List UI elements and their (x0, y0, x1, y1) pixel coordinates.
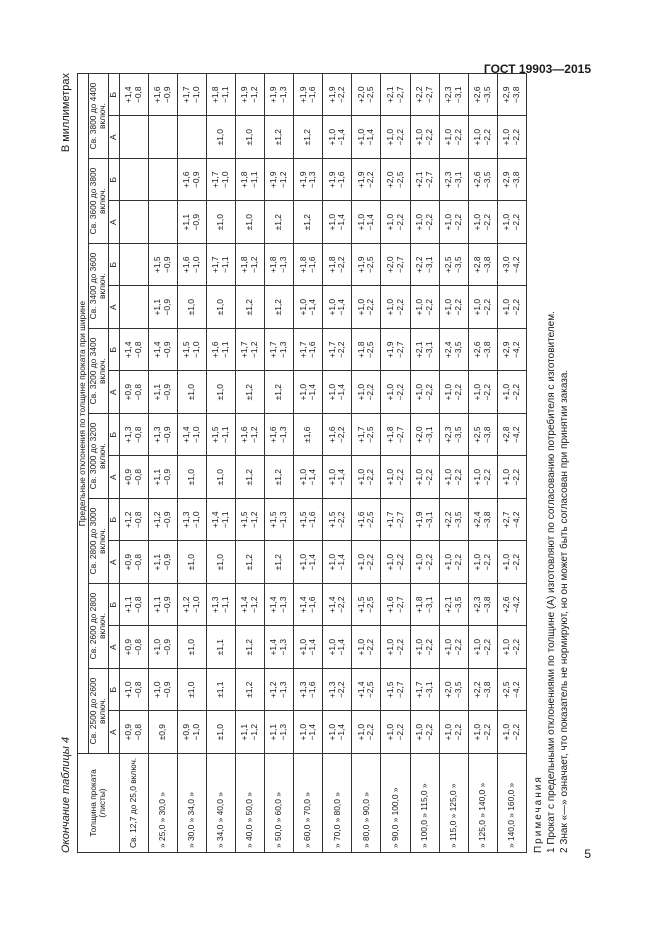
tolerance-class-header: Б (108, 244, 119, 287)
tolerance-cell: +1,0 −1,4 (323, 456, 352, 499)
tolerance-cell: +2,0 −3,5 (439, 669, 468, 712)
tolerance-cell: +1,9 −1,6 (323, 159, 352, 202)
tolerance-cell: +1,0 −1,4 (294, 371, 323, 414)
tolerance-cell: +1,1 −0,9 (148, 584, 177, 627)
tolerance-cell: ±1,0 (206, 711, 235, 754)
tolerance-cell: +2,0 −2,5 (381, 159, 410, 202)
tolerance-cell: +2,1 −2,7 (410, 159, 439, 202)
tolerance-cell: +1,9 −3,1 (410, 499, 439, 542)
tolerance-cell: +1,7 −3,1 (410, 669, 439, 712)
tolerance-cell: +0,9 −0,8 (119, 711, 148, 754)
table-row (323, 74, 352, 853)
thickness-range: » 80,0 » 90,0 » (352, 754, 381, 853)
width-range-header: Св. 2500 до 2600 включ. (88, 669, 108, 754)
tolerance-cell: +1,0 −2,2 (381, 626, 410, 669)
tolerance-cell: +1,1 −0,9 (177, 201, 206, 244)
tolerance-cell: +1,4 −2,5 (352, 669, 381, 712)
tolerance-cell: +1,0 −2,2 (439, 626, 468, 669)
tolerance-cell: +1,0 −1,4 (294, 711, 323, 754)
tolerance-cell: +3,0 −4,2 (497, 244, 526, 287)
tolerance-cell: ±1,0 (206, 201, 235, 244)
thickness-range: » 140,0 » 160,0 » (497, 754, 526, 853)
table-body (119, 74, 526, 853)
thickness-range: » 70,0 » 80,0 » (323, 754, 352, 853)
tolerance-class-header: А (108, 201, 119, 244)
tolerance-cell: +2,7 −4,2 (497, 499, 526, 542)
tolerance-cell: +2,4 −3,8 (468, 499, 497, 542)
tolerance-cell: +2,5 −3,5 (439, 244, 468, 287)
tolerance-cell: +1,1 −0,8 (119, 584, 148, 627)
tolerance-cell: +1,4 −2,2 (323, 584, 352, 627)
width-range-header: Св. 3400 до 3600 включ. (88, 244, 108, 329)
tolerance-cell: +1,8 −2,7 (381, 414, 410, 457)
tolerance-cell: +1,5 −1,6 (294, 499, 323, 542)
tolerance-cell: +1,0 −2,2 (410, 711, 439, 754)
tolerance-cell: +1,8 −2,5 (352, 329, 381, 372)
tolerance-cell: +1,0 −2,2 (410, 286, 439, 329)
tolerance-cell: ±1,6 (294, 414, 323, 457)
tolerance-cell: +1,0 −2,2 (497, 711, 526, 754)
tolerance-cell: +2,5 −4,2 (497, 669, 526, 712)
tolerance-cell: +1,7 −2,5 (352, 414, 381, 457)
tolerance-cell: +1,7 −1,6 (294, 329, 323, 372)
tolerance-cell: +1,0 −1,4 (323, 286, 352, 329)
tolerance-class-header: А (108, 541, 119, 584)
tolerance-cell: +1,7 −1,3 (265, 329, 294, 372)
tolerance-cell: +1,0 −2,2 (497, 626, 526, 669)
tolerance-cell: +1,8 −1,6 (294, 244, 323, 287)
table-row (177, 74, 206, 853)
tolerance-cell: ±1,2 (265, 456, 294, 499)
tolerance-class-header: Б (108, 329, 119, 372)
tolerance-cell (148, 159, 177, 202)
tolerance-cell: +1,2 −0,8 (119, 499, 148, 542)
tolerance-cell: +2,2 −2,7 (410, 74, 439, 117)
width-range-header: Св. 2600 до 2800 включ. (88, 584, 108, 669)
tolerance-cell: +1,3 −2,2 (323, 669, 352, 712)
width-ranges-row (88, 74, 108, 853)
thickness-range: » 60,0 » 70,0 » (294, 754, 323, 853)
table-row (148, 74, 177, 853)
tolerance-cell: +2,0 −2,5 (352, 74, 381, 117)
tolerance-cell: +1,0 −1,4 (294, 456, 323, 499)
tolerance-cell: +0,9 −0,8 (119, 626, 148, 669)
tolerance-cell: +1,0 −2,2 (468, 201, 497, 244)
thickness-range: Св. 12,7 до 25,0 включ. (119, 754, 148, 853)
tolerance-class-header: А (108, 711, 119, 754)
tolerance-cell: +1,3 −0,8 (119, 414, 148, 457)
tolerance-cell: +1,2 −1,0 (177, 584, 206, 627)
notes-title: Примечания (533, 775, 544, 853)
tolerance-cell: +1,3 −1,6 (294, 669, 323, 712)
tolerance-cell: +1,6 −0,9 (177, 159, 206, 202)
tolerance-cell: ±1,0 (206, 286, 235, 329)
tolerance-cell: +1,0 −2,2 (468, 711, 497, 754)
tolerance-cell: ±1,2 (236, 669, 265, 712)
tolerance-cell: +1,6 −2,5 (352, 499, 381, 542)
tolerance-cell: +1,6 −1,2 (236, 414, 265, 457)
tolerance-cell: +1,9 −2,5 (352, 244, 381, 287)
tolerance-cell: +1,2 −0,9 (148, 499, 177, 542)
thickness-range: » 125,0 » 140,0 » (468, 754, 497, 853)
tolerance-cell: +1,0 −2,2 (468, 286, 497, 329)
tolerance-cell: +1,0 −2,2 (497, 456, 526, 499)
tolerance-cell: ±1,0 (177, 371, 206, 414)
tolerance-cell: +1,0 −1,4 (323, 371, 352, 414)
tolerance-cell: ±1,2 (294, 201, 323, 244)
tolerance-cell: +1,1 −0,9 (148, 286, 177, 329)
tolerance-cell: +1,0 −2,2 (410, 541, 439, 584)
tolerance-cell (119, 244, 148, 287)
tolerance-cell: +2,8 −4,2 (497, 414, 526, 457)
tolerance-cell: +1,0 −1,4 (323, 626, 352, 669)
table-row (381, 74, 410, 853)
tolerance-cell: ±1,2 (236, 456, 265, 499)
tolerance-cell: +1,7 −1,0 (177, 74, 206, 117)
tolerance-cell: +2,1 −2,7 (381, 74, 410, 117)
tolerance-cell: +1,7 −1,0 (206, 159, 235, 202)
tolerance-cell: +1,9 −1,2 (236, 74, 265, 117)
tolerance-cell: +1,0 −2,2 (497, 541, 526, 584)
tolerance-cell: +1,0 −2,2 (352, 371, 381, 414)
tolerance-cell: +1,1 −0,9 (148, 371, 177, 414)
tolerance-cell: +1,5 −2,7 (381, 669, 410, 712)
tolerance-cell: +1,0 −2,2 (381, 116, 410, 159)
tolerance-cell: +1,4 −0,8 (119, 329, 148, 372)
note-item: 2 Знак «—» означает, что показатель не нормируют, но он может быть согласован при принятии заказа. (559, 369, 570, 853)
tolerance-cell: +1,4 −1,1 (206, 499, 235, 542)
tolerance-cell: +2,6 −3,8 (468, 329, 497, 372)
tolerance-cell: +1,0 −2,2 (381, 456, 410, 499)
tolerance-cell: +0,9 −1,0 (177, 711, 206, 754)
tolerance-cell: +1,0 −2,2 (410, 201, 439, 244)
tolerance-cell: +1,3 −1,1 (206, 584, 235, 627)
tolerance-cell: +1,4 −0,9 (148, 329, 177, 372)
tolerance-cell: +1,6 −2,2 (323, 414, 352, 457)
tolerance-cell: +1,0 −2,2 (468, 626, 497, 669)
tolerance-cell: +1,8 −1,3 (265, 244, 294, 287)
tolerance-cell: +1,0 −1,4 (323, 711, 352, 754)
tolerance-cell: +1,3 −1,0 (177, 499, 206, 542)
tolerance-cell: ±1,2 (294, 116, 323, 159)
tolerance-cell: +1,0 −2,2 (439, 286, 468, 329)
tolerance-cell: +1,1 −0,9 (148, 456, 177, 499)
tolerance-cell: ±1,0 (206, 541, 235, 584)
table-row (468, 74, 497, 853)
tolerance-class-header: Б (108, 584, 119, 627)
tolerance-cell: +2,2 −3,1 (410, 244, 439, 287)
tolerance-cell: ±1,0 (177, 626, 206, 669)
tolerance-cell: +1,0 −2,2 (381, 541, 410, 584)
tolerance-cell: +1,8 −1,1 (236, 159, 265, 202)
tolerance-cell: +1,4 −0,8 (119, 74, 148, 117)
tolerance-cell: +1,0 −2,2 (439, 456, 468, 499)
tolerance-cell: +1,0 −2,2 (352, 626, 381, 669)
tolerance-cell: +1,0 −1,4 (352, 116, 381, 159)
sub-header-row (108, 74, 119, 853)
tolerance-cell: +1,5 −1,1 (206, 414, 235, 457)
group-header: Предельные отклонения по толщине проката при ширине (78, 74, 89, 754)
tolerance-cell: ±1,2 (236, 626, 265, 669)
tolerance-cell: +1,0 −1,4 (323, 116, 352, 159)
thickness-range: » 50,0 » 60,0 » (265, 754, 294, 853)
tolerance-cell: ±1,1 (206, 669, 235, 712)
table-row (439, 74, 468, 853)
tolerance-cell: +1,4 −1,6 (294, 584, 323, 627)
tolerance-cell: +1,1 −0,9 (148, 541, 177, 584)
tolerance-cell (177, 116, 206, 159)
tolerance-cell: +1,0 −2,2 (352, 456, 381, 499)
tolerance-cell: +2,3 −3,1 (439, 159, 468, 202)
table-row (119, 74, 148, 853)
tolerance-class-header: А (108, 456, 119, 499)
tolerance-cell: ±1,1 (206, 626, 235, 669)
tolerance-cell: +2,4 −3,5 (439, 329, 468, 372)
tolerance-cell: +1,8 −1,2 (236, 244, 265, 287)
tolerance-cell: +1,9 −1,6 (294, 74, 323, 117)
tolerance-cell: ±0,9 (148, 711, 177, 754)
tolerance-cell: +1,2 −1,3 (265, 669, 294, 712)
tolerance-cell: +2,6 −3,5 (468, 74, 497, 117)
tolerance-cell: +1,0 −2,2 (468, 541, 497, 584)
tolerance-cell: ±1,0 (206, 371, 235, 414)
tolerance-cell: +1,9 −1,2 (265, 159, 294, 202)
tolerance-cell: +2,8 −3,8 (468, 244, 497, 287)
tolerance-cell: ±1,2 (265, 541, 294, 584)
table-row (236, 74, 265, 853)
row-header: Толщина проката (листы) (78, 754, 120, 853)
tolerance-cell (119, 159, 148, 202)
tolerance-cell: +1,0 −0,8 (119, 669, 148, 712)
tolerance-cell: +1,0 −0,9 (148, 669, 177, 712)
tolerance-cell: ±1,0 (177, 286, 206, 329)
tolerance-cell: +1,0 −2,2 (410, 456, 439, 499)
tolerance-cell: +2,0 −3,1 (410, 414, 439, 457)
tolerance-cell: ±1,2 (236, 541, 265, 584)
tolerance-cell: +2,3 −3,1 (439, 74, 468, 117)
tolerance-cell: ±1,0 (177, 456, 206, 499)
width-range-header: Св. 3600 до 3800 включ. (88, 159, 108, 244)
tolerance-cell: +1,0 −0,9 (148, 626, 177, 669)
table-row (265, 74, 294, 853)
tolerance-cell: ±1,0 (177, 541, 206, 584)
tolerance-cell: +1,0 −2,2 (381, 711, 410, 754)
tolerance-class-header: А (108, 371, 119, 414)
thickness-range: » 115,0 » 125,0 » (439, 754, 468, 853)
rotated-page-content (60, 73, 600, 853)
tolerance-cell: +1,0 −1,4 (294, 541, 323, 584)
tolerance-cell: +1,5 −2,5 (352, 584, 381, 627)
tolerance-cell: +2,3 −3,5 (439, 414, 468, 457)
tolerance-cell: +1,0 −2,2 (497, 286, 526, 329)
thickness-range: » 30,0 » 34,0 » (177, 754, 206, 853)
document-code: ГОСТ 19903—2015 (483, 62, 591, 76)
table-row (294, 74, 323, 853)
tolerance-cell: +1,6 −1,1 (206, 329, 235, 372)
tolerance-cell: +1,0 −2,2 (352, 711, 381, 754)
tolerance-cell: +1,6 −2,7 (381, 584, 410, 627)
tolerance-cell: +1,1 −1,3 (265, 711, 294, 754)
tolerance-cell: +1,7 −2,2 (323, 329, 352, 372)
tolerance-cell: ±1,0 (177, 669, 206, 712)
tolerance-cell: +1,9 −1,3 (265, 74, 294, 117)
tolerance-cell: ±1,0 (236, 201, 265, 244)
tolerance-table (77, 73, 527, 853)
tolerance-cell: +2,1 −3,5 (439, 584, 468, 627)
tolerance-cell (119, 286, 148, 329)
tolerance-cell: +1,7 −1,2 (236, 329, 265, 372)
tolerance-cell: +1,6 −1,3 (265, 414, 294, 457)
tolerance-cell: +1,0 −2,2 (410, 116, 439, 159)
thickness-range: » 25,0 » 30,0 » (148, 754, 177, 853)
tolerance-cell: +1,5 −1,3 (265, 499, 294, 542)
table-row (352, 74, 381, 853)
table-row (206, 74, 235, 853)
tolerance-cell: +1,0 −2,2 (352, 286, 381, 329)
tolerance-cell: +1,9 −1,3 (294, 159, 323, 202)
thickness-range: » 90,0 » 100,0 » (381, 754, 410, 853)
width-range-header: Св. 3200 до 3400 включ. (88, 329, 108, 414)
tolerance-cell: +1,9 −2,2 (352, 159, 381, 202)
tolerance-cell: +1,0 −2,2 (352, 541, 381, 584)
tolerance-cell: +1,4 −1,3 (265, 626, 294, 669)
tolerance-cell: +1,0 −2,2 (497, 371, 526, 414)
tolerance-cell: +1,0 −1,4 (323, 541, 352, 584)
units-label: В миллиметрах (60, 73, 72, 153)
note-item: 1 Прокат с предельными отклонениями по толщине (А) изготовляют по согласованию потребителя с изготовителем. (546, 311, 557, 853)
tolerance-cell: ±1,2 (236, 286, 265, 329)
tolerance-cell: +2,0 −2,7 (381, 244, 410, 287)
tolerance-cell: +1,0 −1,4 (352, 201, 381, 244)
tolerance-cell: ±1,2 (265, 201, 294, 244)
tolerance-cell: +1,9 −2,7 (381, 329, 410, 372)
tolerance-class-header: Б (108, 159, 119, 202)
tolerance-cell: +1,0 −1,4 (323, 201, 352, 244)
tolerance-cell: +1,0 −2,2 (381, 371, 410, 414)
tolerance-cell: +2,2 −3,5 (439, 499, 468, 542)
tolerance-cell: +1,4 −1,3 (265, 584, 294, 627)
tolerance-cell: +1,6 −1,0 (177, 244, 206, 287)
tolerance-cell: +1,0 −2,2 (439, 201, 468, 244)
tolerance-cell: +1,7 −1,1 (206, 244, 235, 287)
tolerance-cell: +1,0 −2,2 (439, 541, 468, 584)
tolerance-cell: +1,0 −1,4 (294, 286, 323, 329)
tolerance-cell: +1,8 −3,1 (410, 584, 439, 627)
tolerance-cell: +2,3 −3,8 (468, 584, 497, 627)
tolerance-cell: +1,5 −2,2 (323, 499, 352, 542)
tolerance-cell: +1,9 −2,2 (323, 74, 352, 117)
tolerance-cell: +1,0 −2,2 (497, 116, 526, 159)
tolerance-cell: +1,0 −2,2 (439, 371, 468, 414)
tolerance-cell: +1,8 −2,2 (323, 244, 352, 287)
width-range-header: Св. 3800 до 4400 включ. (88, 74, 108, 159)
tolerance-cell: +1,5 −0,9 (148, 244, 177, 287)
tolerance-cell (119, 201, 148, 244)
tolerance-cell: +1,0 −2,2 (468, 456, 497, 499)
tolerance-cell: +1,0 −2,2 (381, 286, 410, 329)
tolerance-cell: +2,6 −4,2 (497, 584, 526, 627)
tolerance-cell: +2,2 −3,8 (468, 669, 497, 712)
tolerance-cell: +1,4 −1,2 (236, 584, 265, 627)
thickness-range: » 34,0 » 40,0 » (206, 754, 235, 853)
tolerance-cell: +1,0 −1,4 (294, 626, 323, 669)
thickness-range: » 100,0 » 115,0 » (410, 754, 439, 853)
tolerance-cell: +1,0 −2,2 (468, 116, 497, 159)
notes (532, 311, 571, 853)
table-caption: Окончание таблицы 4 (60, 736, 72, 853)
tolerance-cell: +2,5 −3,8 (468, 414, 497, 457)
tolerance-cell: +1,0 −2,2 (468, 371, 497, 414)
tolerance-cell: +2,9 −4,2 (497, 329, 526, 372)
tolerance-cell: +1,5 −1,0 (177, 329, 206, 372)
tolerance-class-header: А (108, 626, 119, 669)
tolerance-cell: +1,8 −1,1 (206, 74, 235, 117)
tolerance-cell: ±1,0 (236, 116, 265, 159)
page-number: 5 (584, 847, 591, 861)
tolerance-cell: +2,1 −3,1 (410, 329, 439, 372)
tolerance-cell: +1,4 −1,0 (177, 414, 206, 457)
tolerance-cell: +1,6 −0,9 (148, 74, 177, 117)
tolerance-cell: +1,0 −2,2 (410, 626, 439, 669)
tolerance-class-header: Б (108, 499, 119, 542)
tolerance-cell (148, 116, 177, 159)
tolerance-cell: +0,9 −0,8 (119, 541, 148, 584)
table-row (410, 74, 439, 853)
thickness-range: » 40,0 » 50,0 » (236, 754, 265, 853)
tolerance-cell: +2,9 −3,8 (497, 74, 526, 117)
tolerance-cell: ±1,2 (236, 371, 265, 414)
tolerance-cell: +2,6 −3,5 (468, 159, 497, 202)
tolerance-cell: +0,9 −0,8 (119, 371, 148, 414)
tolerance-cell: +1,7 −2,7 (381, 499, 410, 542)
tolerance-cell: ±1,2 (265, 116, 294, 159)
tolerance-cell: +2,9 −3,8 (497, 159, 526, 202)
width-range-header: Св. 2800 до 3000 включ. (88, 499, 108, 584)
tolerance-class-header: А (108, 286, 119, 329)
tolerance-cell: ±1,2 (265, 371, 294, 414)
tolerance-class-header: Б (108, 74, 119, 117)
tolerance-cell: +1,0 −2,2 (410, 371, 439, 414)
tolerance-cell: +1,0 −2,2 (439, 116, 468, 159)
tolerance-cell (119, 116, 148, 159)
width-range-header: Св. 3000 до 3200 включ. (88, 414, 108, 499)
tolerance-cell: ±1,0 (206, 116, 235, 159)
tolerance-cell: ±1,2 (265, 286, 294, 329)
tolerance-cell: +1,5 −1,2 (236, 499, 265, 542)
tolerance-cell: +1,1 −1,2 (236, 711, 265, 754)
tolerance-cell: +1,0 −2,2 (439, 711, 468, 754)
tolerance-cell: +0,9 −0,8 (119, 456, 148, 499)
tolerance-cell (148, 201, 177, 244)
tolerance-class-header: А (108, 116, 119, 159)
tolerance-cell: +1,0 −2,2 (381, 201, 410, 244)
tolerance-class-header: Б (108, 414, 119, 457)
table-row (497, 74, 526, 853)
tolerance-cell: +1,3 −0,9 (148, 414, 177, 457)
tolerance-class-header: Б (108, 669, 119, 712)
tolerance-cell: ±1,0 (206, 456, 235, 499)
tolerance-cell: +1,0 −2,2 (497, 201, 526, 244)
